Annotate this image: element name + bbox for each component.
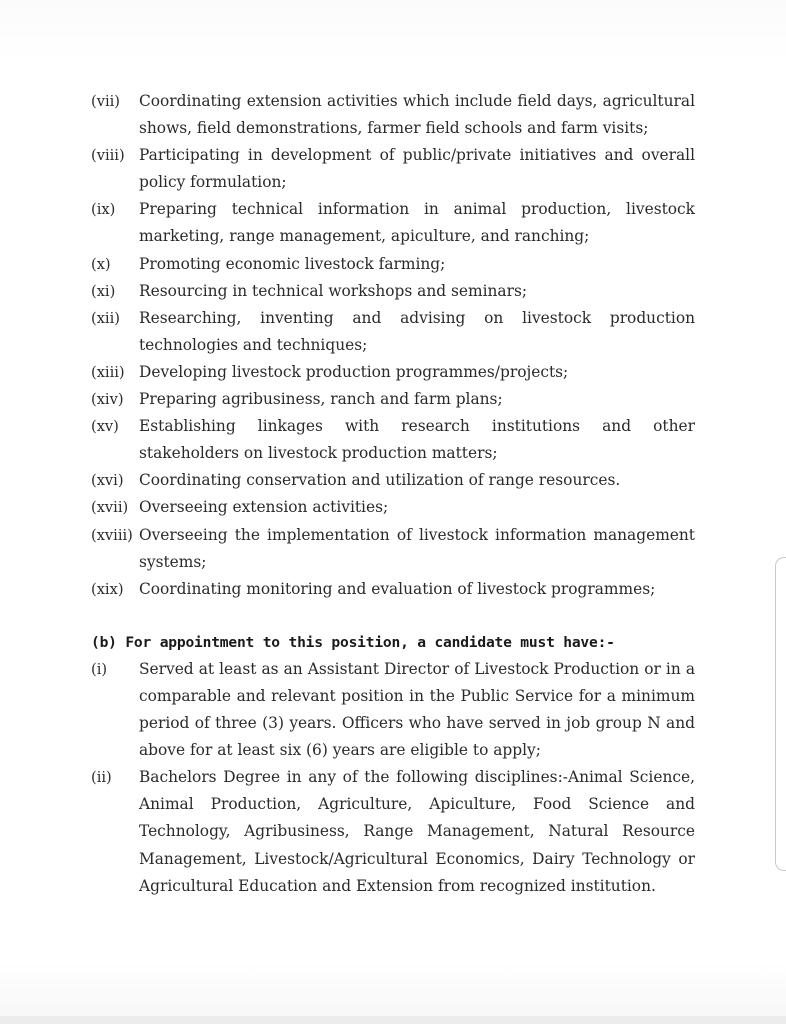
item-text: Developing livestock production programmes/projects; bbox=[139, 362, 569, 381]
item-text: Overseeing extension activities; bbox=[139, 498, 389, 517]
item-number: (xii) bbox=[91, 309, 120, 327]
item-number: (xvi) bbox=[91, 472, 124, 490]
document-content bbox=[91, 88, 695, 900]
bottom-edge bbox=[0, 1016, 786, 1024]
list-item bbox=[91, 576, 695, 603]
item-number: (xv) bbox=[91, 418, 119, 436]
list-item bbox=[91, 196, 695, 250]
item-number: (xiii) bbox=[91, 363, 125, 381]
list-item bbox=[91, 494, 695, 521]
item-number: (xiv) bbox=[91, 391, 124, 409]
item-text: Preparing technical information in animal production, livestock marketing, range management, apiculture, and ranching; bbox=[139, 200, 695, 246]
list-item bbox=[91, 386, 695, 413]
item-number: (xviii) bbox=[91, 526, 133, 544]
list-item bbox=[91, 413, 695, 467]
scrollbar[interactable] bbox=[775, 557, 786, 871]
item-text: Researching, inventing and advising on livestock production technologies and techniques; bbox=[139, 308, 695, 354]
item-number: (xix) bbox=[91, 580, 124, 598]
item-text: Overseeing the implementation of livestock information management systems; bbox=[139, 525, 695, 571]
list-item bbox=[91, 522, 695, 576]
item-number: (i) bbox=[91, 660, 108, 678]
item-text: Establishing linkages with research institutions and other stakeholders on livestock production matters; bbox=[139, 417, 695, 463]
list-item bbox=[91, 142, 695, 196]
list-item bbox=[91, 278, 695, 305]
list-item bbox=[91, 656, 695, 764]
item-text: Resourcing in technical workshops and seminars; bbox=[139, 281, 528, 300]
item-text: Coordinating monitoring and evaluation of livestock programmes; bbox=[139, 579, 656, 598]
item-text: Coordinating conservation and utilization of range resources. bbox=[139, 471, 621, 490]
list-item bbox=[91, 88, 695, 142]
item-text: Coordinating extension activities which include field days, agricultural shows, field demonstrations, farmer field schools and farm visits; bbox=[139, 92, 695, 138]
item-number: (viii) bbox=[91, 147, 125, 165]
item-number: (xi) bbox=[91, 282, 116, 300]
item-text: Participating in development of public/private initiatives and overall policy formulation; bbox=[139, 146, 695, 192]
list-item bbox=[91, 359, 695, 386]
item-text: Bachelors Degree in any of the following disciplines:-Animal Science, Animal Production, Agriculture, Apiculture, Food Science and Technology, Agribusiness, Range Management, Natural Resource Management, Livestock/Agricultural Economics, Dairy Technology or Agricultural Education and Extension from recognized institution. bbox=[139, 768, 695, 895]
item-number: (x) bbox=[91, 255, 111, 273]
list-item bbox=[91, 467, 695, 494]
item-number: (xvii) bbox=[91, 499, 129, 517]
item-number: (ii) bbox=[91, 769, 112, 787]
item-number: (ix) bbox=[91, 201, 116, 219]
item-number: (vii) bbox=[91, 93, 120, 110]
list-item bbox=[91, 305, 695, 359]
list-item bbox=[91, 251, 695, 278]
item-text: Served at least as an Assistant Director of Livestock Production or in a comparable and relevant position in the Public Service for a minimum period of three (3) years. Officers who have served in job group N and above for at least six (6) years are eligible to apply; bbox=[139, 659, 695, 760]
section-heading: (b) For appointment to this position, a candidate must have:- bbox=[91, 633, 615, 651]
item-text: Promoting economic livestock farming; bbox=[139, 254, 446, 273]
list-item bbox=[91, 764, 695, 899]
item-text: Preparing agribusiness, ranch and farm plans; bbox=[139, 390, 503, 409]
